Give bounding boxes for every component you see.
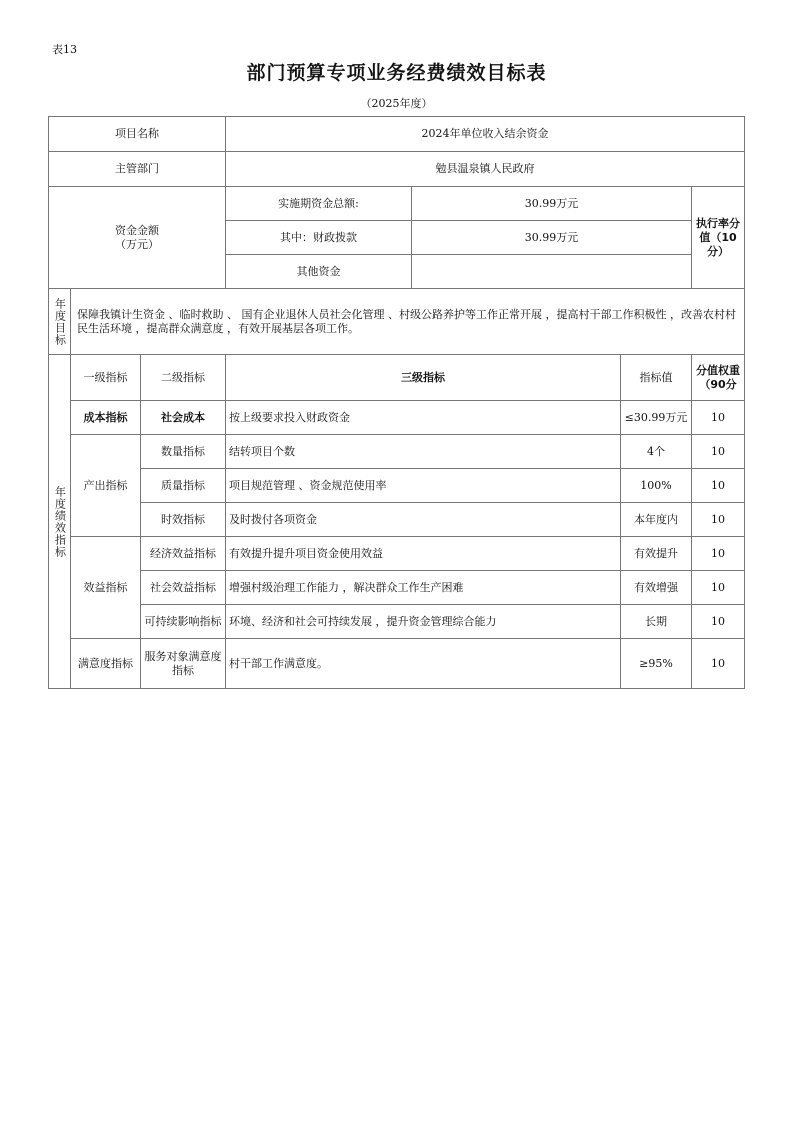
cost-level1: 成本指标 — [71, 401, 141, 435]
indicator-side-label: 年度绩效指标 — [53, 485, 67, 558]
table-row — [49, 605, 745, 639]
department-value: 勉县温泉镇人民政府 — [226, 152, 745, 187]
indicator-header-row — [49, 355, 745, 401]
project-name-label: 项目名称 — [49, 117, 226, 152]
annual-goal-text: 保障我镇计生资金 、临时救助 、 国有企业退休人员社会化管理 、村级公路养护等工作正常开展 ，提高村干部工作积极性 ，改善农村村民生活环境 ，提高群众满意度 ，有效开展基层各项工作。 — [71, 289, 745, 355]
benefit-level2: 经济效益指标 — [141, 537, 226, 571]
cost-weight: 10 — [692, 401, 745, 435]
annual-goal-row — [49, 289, 745, 355]
annual-goal-label: 年度目标 — [53, 297, 67, 346]
funds-other-value — [412, 255, 692, 289]
benefit-level3: 增强村级治理工作能力 ，解决群众工作生产困难 — [226, 571, 621, 605]
output-level3: 结转项目个数 — [226, 435, 621, 469]
department-row — [49, 152, 745, 187]
funds-fiscal-label: 其中：财政拨款 — [226, 221, 412, 255]
project-name-row — [49, 117, 745, 152]
department-label: 主管部门 — [49, 152, 226, 187]
benefit-weight: 10 — [692, 537, 745, 571]
satisfaction-level2: 服务对象满意度 指标 — [141, 639, 226, 689]
cost-level2: 社会成本 — [141, 401, 226, 435]
output-weight: 10 — [692, 503, 745, 537]
satisfaction-value: ≥95% — [621, 639, 692, 689]
output-weight: 10 — [692, 469, 745, 503]
output-weight: 10 — [692, 435, 745, 469]
satisfaction-weight: 10 — [692, 639, 745, 689]
header-level3: 三级指标 — [226, 355, 621, 401]
benefit-level2: 可持续影响指标 — [141, 605, 226, 639]
funds-total-label: 实施期资金总额: — [226, 187, 412, 221]
output-value: 本年度内 — [621, 503, 692, 537]
performance-target-table — [48, 116, 745, 689]
output-level3: 项目规范管理 、资金规范使用率 — [226, 469, 621, 503]
output-level1: 产出指标 — [71, 435, 141, 537]
header-level2: 二级指标 — [141, 355, 226, 401]
page-title: 部门预算专项业务经费绩效目标表 — [246, 62, 547, 84]
budget-year: （2025年度） — [360, 97, 433, 110]
table-row — [49, 401, 745, 435]
table-row — [49, 639, 745, 689]
satisfaction-level3: 村干部工作满意度。 — [226, 639, 621, 689]
funds-label: 资金金额 （万元） — [49, 187, 226, 289]
benefit-level3: 有效提升提升项目资金使用效益 — [226, 537, 621, 571]
cost-level3: 按上级要求投入财政资金 — [226, 401, 621, 435]
benefit-level3: 环境、经济和社会可持续发展 ，提升资金管理综合能力 — [226, 605, 621, 639]
table-row — [49, 469, 745, 503]
header-level1: 一级指标 — [71, 355, 141, 401]
output-level2: 质量指标 — [141, 469, 226, 503]
benefit-value: 有效增强 — [621, 571, 692, 605]
benefit-value: 长期 — [621, 605, 692, 639]
satisfaction-level1: 满意度指标 — [71, 639, 141, 689]
funds-total-value: 30.99万元 — [412, 187, 692, 221]
benefit-value: 有效提升 — [621, 537, 692, 571]
table-row — [49, 435, 745, 469]
benefit-weight: 10 — [692, 605, 745, 639]
table-row — [49, 503, 745, 537]
output-level2: 数量指标 — [141, 435, 226, 469]
header-weight: 分值权重（90分 — [692, 355, 745, 401]
header-value: 指标值 — [621, 355, 692, 401]
execution-rate-score: 执行率分值（10分） — [692, 187, 745, 289]
cost-value: ≤30.99万元 — [621, 401, 692, 435]
output-value: 100% — [621, 469, 692, 503]
funds-fiscal-value: 30.99万元 — [412, 221, 692, 255]
benefit-level1: 效益指标 — [71, 537, 141, 639]
benefit-level2: 社会效益指标 — [141, 571, 226, 605]
benefit-weight: 10 — [692, 571, 745, 605]
funds-total-row — [49, 187, 745, 221]
output-value: 4个 — [621, 435, 692, 469]
output-level2: 时效指标 — [141, 503, 226, 537]
table-number: 表13 — [52, 43, 77, 56]
table-row — [49, 571, 745, 605]
project-name-value: 2024年单位收入结余资金 — [226, 117, 745, 152]
funds-other-label: 其他资金 — [226, 255, 412, 289]
table-row — [49, 537, 745, 571]
output-level3: 及时拨付各项资金 — [226, 503, 621, 537]
